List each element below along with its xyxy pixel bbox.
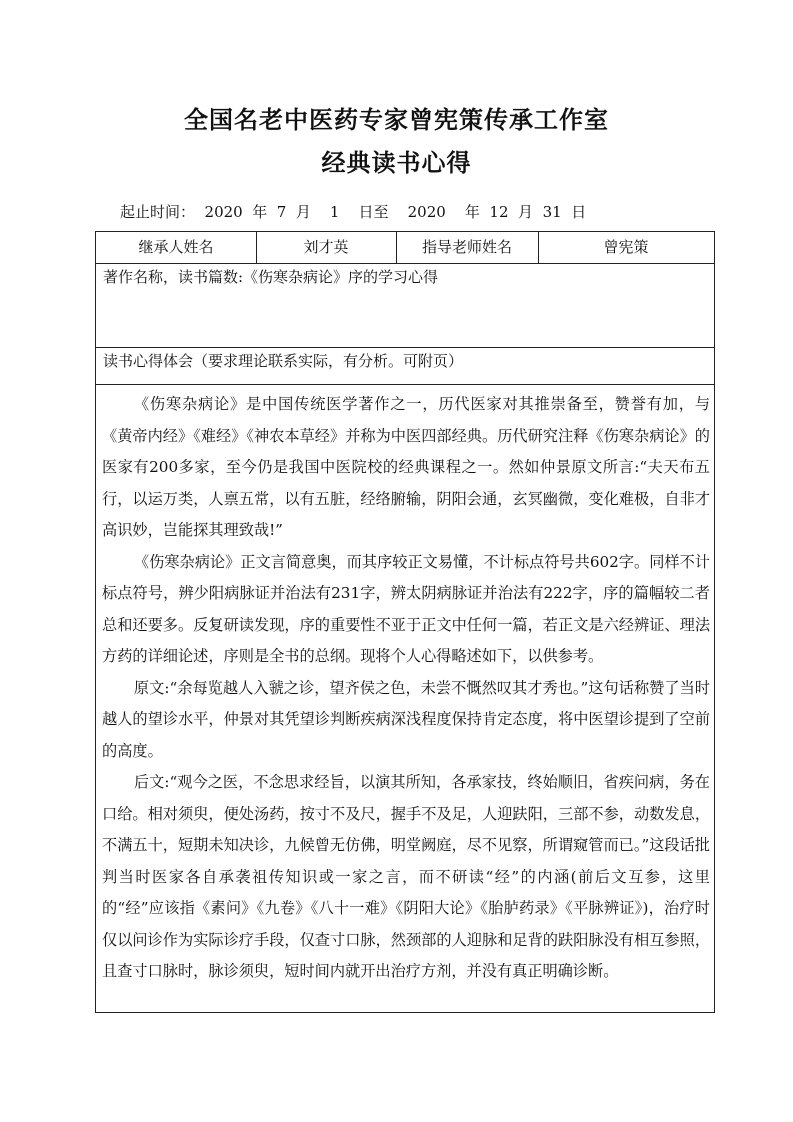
- paragraph: 《伤寒杂病论》是中国传统医学著作之一，历代医家对其推崇备至，赞誉有加，与《黄帝内经》《难经》《神农本草经》并称为中医四部经典。历代研究注释《伤寒杂病论》的医家有200多家，至今仍是我国中医院校的经典课程之一。然如仲景原文所言:“夫天布五行，以运万类，人禀五常，以有五脏，经络腑输，阴阳会通，玄冥幽微，变化难极，自非才高识妙，岂能探其理致哉!”: [102, 395, 710, 539]
- divider: [96, 263, 714, 264]
- form-table: [95, 231, 715, 1013]
- paragraph: 后文:“观今之医，不念思求经旨，以演其所知，各承家技，终始顺旧，省疾问病，务在口给。相对须臾，便处汤药，按寸不及尺，握手不及足，人迎趺阳，三部不参，动数发息，不满五十，短期未知决诊，九候曾无仿佛，明堂阙庭，尽不见察，所谓窥管而已。”这段话批判当时医家各自承袭祖传知识或一家之言，而不研读“经”的内涵(前后文互参，这里的“经”应该指《素问》《九卷》《八十一难》《阴阳大论》《胎胪药录》《平脉辨证》)，治疗时仅以问诊作为实际诊疗手段，仅查寸口脉，然颈部的人迎脉和足背的趺阳脉没有相互参照，且查寸口脉时，脉诊须臾，短时间内就开出治疗方剂，并没有真正明确诊断。: [102, 773, 710, 980]
- paragraph: 《伤寒杂病论》正文言简意奥，而其序较正文易懂，不计标点符号共602字。同样不计标点符号，辨少阳病脉证并治法有231字，辨太阴病脉证并治法有222字，序的篇幅较二者总和还要多。反复研读发现，序的重要性不亚于正文中任何一篇，若正文是六经辨证、理法方药的详细论述，序则是全书的总纲。现将个人心得略述如下，以供参考。: [102, 552, 710, 665]
- paragraph: 原文:“余每览越人入虢之诊，望齐侯之色，未尝不慨然叹其才秀也。”这句话称赞了当时越人的望诊水平，仲景对其凭望诊判断疾病深浅程度保持肯定态度，将中医望诊提到了空前的高度。: [102, 678, 710, 760]
- heir-label: 继承人姓名: [138, 238, 214, 256]
- page-subtitle: 经典读书心得: [321, 148, 472, 177]
- heir-name: 刘才英: [303, 238, 349, 256]
- reading-notes-body: [102, 389, 710, 988]
- period-line: 起止时间： 2020 年 7 月 1 日至 2020 年 12 月 31 日: [120, 203, 587, 221]
- divider: [96, 347, 714, 348]
- experience-label: 读书心得体会（要求理论联系实际，有分析。可附页）: [103, 352, 464, 370]
- page-title: 全国名老中医药专家曾宪策传承工作室: [184, 105, 609, 134]
- mentor-label: 指导老师姓名: [421, 238, 512, 256]
- mentor-name: 曾宪策: [603, 238, 649, 256]
- divider: [96, 384, 714, 385]
- work-title-label: 著作名称，读书篇数:《伤寒杂病论》序的学习心得: [103, 268, 439, 286]
